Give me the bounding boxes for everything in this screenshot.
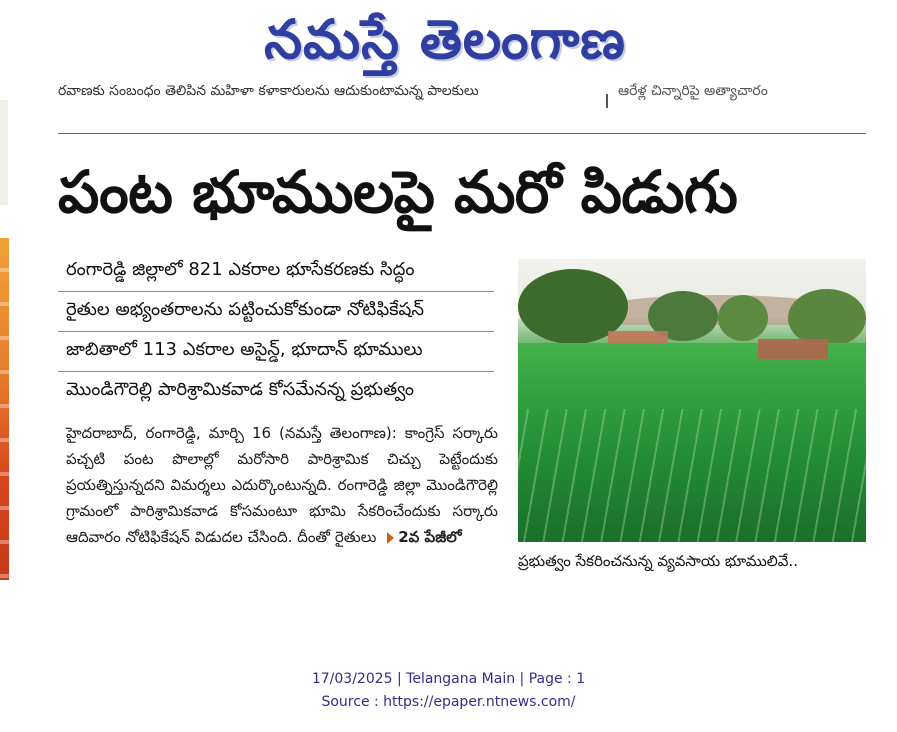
subhead: మొండిగౌరెల్లి పారిశ్రామికవాడ కోసమేనన్న ప్రభుత్వం [66,379,415,400]
neighbour-page-ad-strip [0,238,9,580]
article-dateline: హైదరాబాద్, రంగారెడ్డి, మార్చి 16 (నమస్తే తెలంగాణ): [66,424,397,442]
neighbour-page-edge [0,100,8,205]
photo-soil-patch [608,331,668,343]
ticker-separator [606,94,608,108]
continued-arrow-icon [387,532,394,544]
article-photo [518,259,866,542]
article-body [66,420,498,550]
footer-source-line[interactable]: Source : https://epaper.ntnews.com/ [321,694,576,710]
ticker-strip [58,83,866,112]
footer-edition-line: 17/03/2025 | Telangana Main | Page : 1 [311,671,586,687]
photo-tree [718,295,768,341]
ticker-right-text: ఆరేళ్ల చిన్నారిపై అత్యాచారం [618,83,768,99]
subhead: జాబితాలో 113 ఎకరాల అసైన్డ్, భూదాన్ భూములు [58,335,494,375]
subhead: రైతుల అభ్యంతరాలను పట్టించుకోకుండా నోటిఫికేషన్ [58,295,494,335]
photo-soil-patch [758,339,828,359]
article-body-text: కాంగ్రెస్ సర్కారు పచ్చటి పంట పొలాల్లో మరోసారి పారిశ్రామిక చిచ్చు పెట్టేందుకు ప్రయత్నిస్తున్నదని విమర్శలు ఎదుర్కొంటున్నది. రంగారెడ్డి జిల్లా మొండిగౌరెల్లి గ్రామంలో పారిశ్రామికవాడ కోసమంటూ భూమి సేకరించేందుకు సర్కారు ఆదివారం నోటిఫికేషన్ విడుదల చేసింది. దీంతో రైతులు [66,424,498,546]
photo-caption: ప్రభుత్వం సేకరించనున్న వ్యవసాయ భూములివే.. [518,552,798,570]
subhead: రంగారెడ్డి జిల్లాలో 821 ఎకరాల భూసేకరణకు సిద్ధం [58,255,494,295]
header-rule [58,133,866,134]
photo-crop-rows [518,409,866,542]
page-footer [0,668,897,714]
article-headline: పంట భూములపై మరో పిడుగు [58,158,738,226]
newspaper-masthead: నమస్తే తెలంగాణ [264,8,626,71]
ticker-left-text: రవాణకు సంబంధం తెలిపిన మహిళా కళాకారులను ఆదుకుంటామన్న పాలకులు [58,83,479,99]
article-subheads [58,255,494,415]
continued-on-page-link[interactable]: 2వ పేజీలో [398,528,462,546]
